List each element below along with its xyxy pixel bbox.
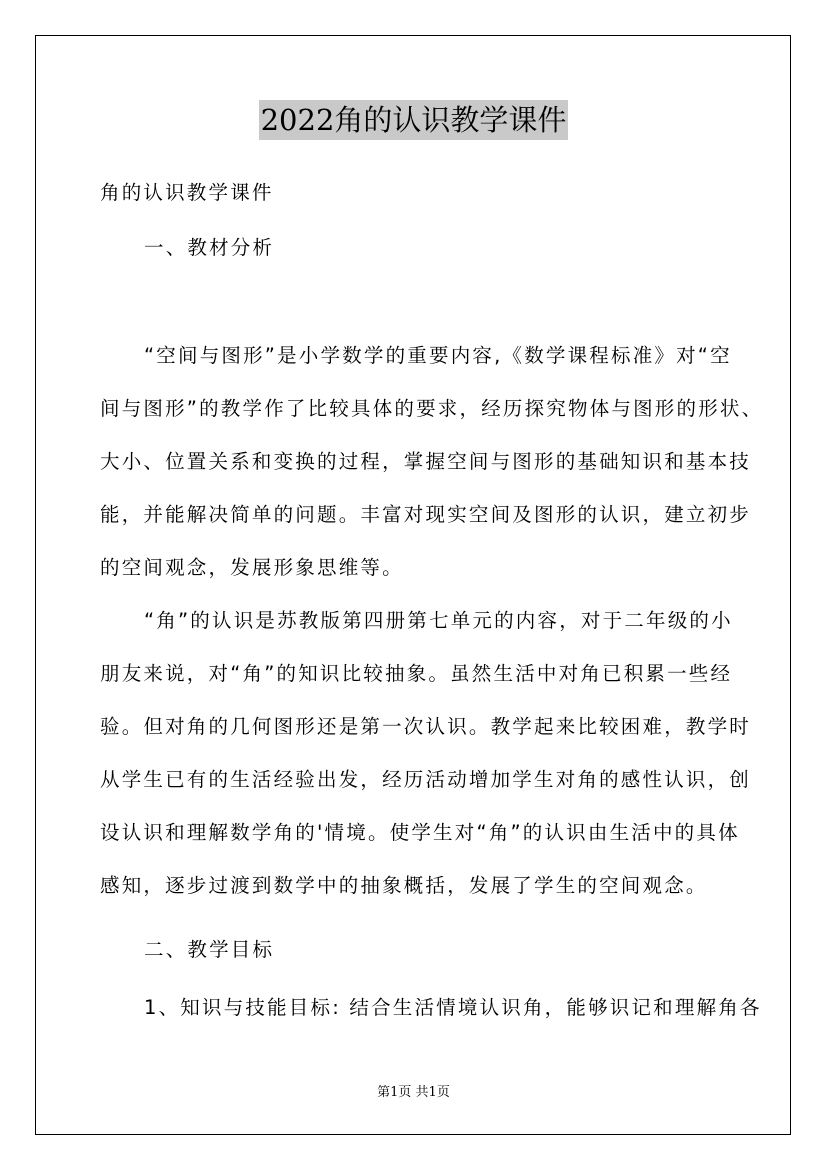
paragraph-line: 大小、位置关系和变换的过程，掌握空间与图形的基础知识和基本技 [100, 450, 752, 473]
paragraph-line: 朋友来说，对“角”的知识比较抽象。虽然生活中对角已积累一些经 [100, 662, 733, 685]
page-footer: 第1页 共1页 [377, 1085, 450, 1100]
paragraph-line: 能，并能解决简单的问题。丰富对现实空间及图形的认识，建立初步 [100, 503, 752, 526]
section-heading-analysis: 一、教材分析 [144, 236, 275, 259]
paragraph-line: 验。但对角的几何图形还是第一次认识。教学起来比较困难，教学时 [100, 715, 752, 738]
paragraph-line: 从学生已有的生活经验出发，经历活动增加学生对角的感性认识，创 [100, 768, 752, 791]
paragraph-line: 1、知识与技能目标: 结合生活情境认识角，能够识记和理解角各 [144, 996, 762, 1019]
paragraph-line: “空间与图形”是小学数学的重要内容,《数学课程标准》对“空 [144, 344, 732, 367]
paragraph-line: 感知，逐步过渡到数学中的抽象概括，发展了学生的空间观念。 [100, 874, 708, 897]
section-heading-goals: 二、教学目标 [144, 938, 275, 961]
paragraph-line: 的空间观念，发展形象思维等。 [100, 556, 404, 579]
document-subtitle: 角的认识教学课件 [100, 181, 274, 204]
paragraph-line: 设认识和理解数学角的'情境。使学生对“角”的认识由生活中的具体 [100, 821, 740, 844]
paragraph-line: 间与图形”的教学作了比较具体的要求，经历探究物体与图形的形状、 [100, 397, 764, 420]
document-title: 2022角的认识教学课件 [259, 100, 569, 140]
paragraph-line: “角”的认识是苏教版第四册第七单元的内容，对于二年级的小 [144, 609, 733, 632]
